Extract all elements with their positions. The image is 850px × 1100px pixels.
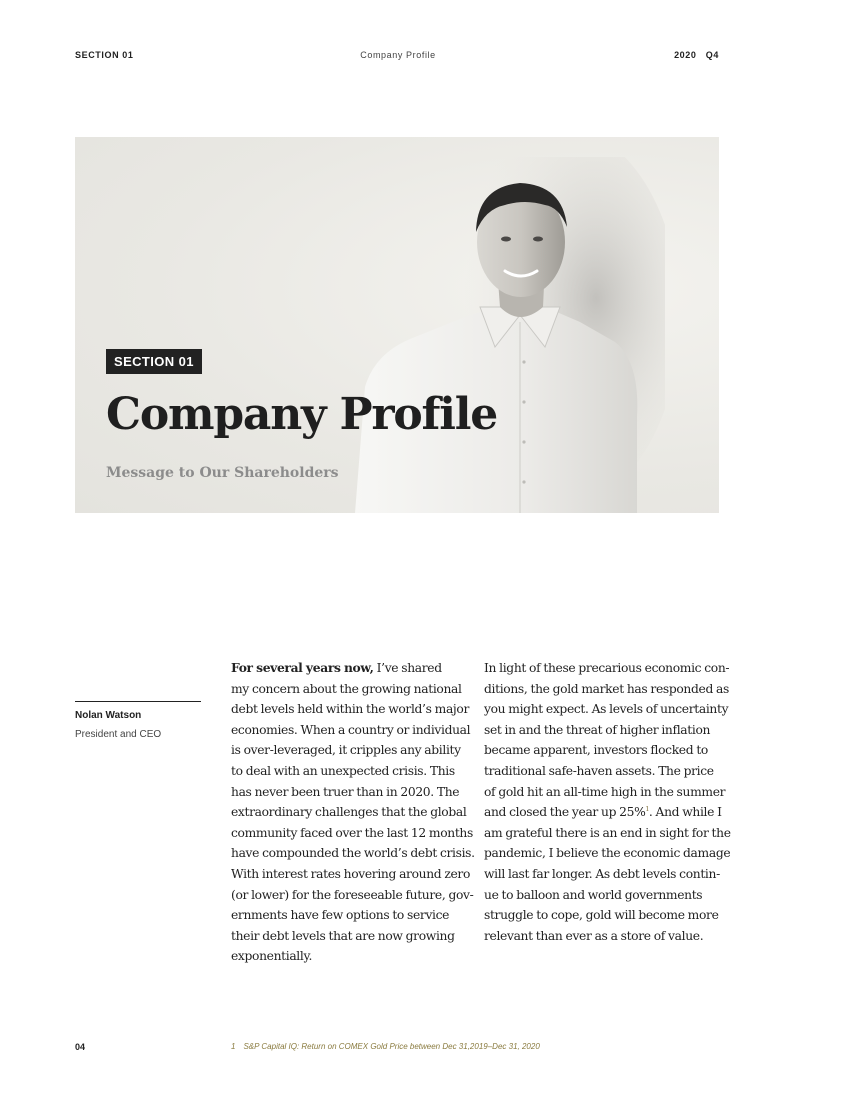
author-role: President and CEO — [75, 729, 162, 740]
text-line: ditions, the gold market has responded as — [484, 681, 729, 696]
text-line: relevant than ever as a store of value. — [484, 928, 704, 943]
text-line: struggle to cope, gold will become more — [484, 908, 719, 923]
text-line: my concern about the growing national — [231, 681, 462, 696]
hero-banner — [75, 137, 719, 513]
text-line: has never been truer than in 2020. The — [231, 784, 460, 799]
text-line: is over-leveraged, it cripples any ability — [231, 743, 461, 758]
text-line: became apparent, investors flocked to — [484, 743, 708, 758]
text-line: extraordinary challenges that the global — [231, 805, 467, 820]
body-column-1 — [231, 658, 475, 967]
text-line: of gold hit an all-time high in the summer — [484, 784, 726, 799]
header-title: Company Profile — [360, 50, 436, 60]
text-line: set in and the threat of higher inflation — [484, 722, 711, 737]
footnote-text: S&P Capital IQ: Return on COMEX Gold Price between Dec 31,2019–Dec 31, 2020 — [243, 1042, 540, 1051]
text-line: traditional safe-haven assets. The price — [484, 763, 714, 778]
header-period: 2020 Q4 — [674, 50, 719, 60]
text-line: to deal with an unexpected crisis. This — [231, 763, 455, 778]
text-line: will last far longer. As debt levels contin- — [484, 866, 720, 881]
text-line: ernments have few options to service — [231, 908, 450, 923]
header-section-label: SECTION 01 — [75, 50, 134, 60]
text-line: (or lower) for the foreseeable future, gov- — [231, 887, 474, 902]
text-line — [484, 802, 720, 823]
body-column-2 — [484, 658, 731, 946]
text-line: community faced over the last 12 months — [231, 825, 473, 840]
text-line: pandemic, I believe the economic damage — [484, 846, 731, 861]
ceo-portrait — [345, 157, 665, 513]
lead-in: For several years now, — [231, 660, 374, 675]
author-divider — [75, 701, 201, 702]
hero-title: Company Profile — [106, 389, 498, 440]
section-badge: SECTION 01 — [106, 349, 202, 374]
text-line: In light of these precarious economic con- — [484, 661, 730, 675]
footnote — [231, 1042, 540, 1051]
footnote-reference: 1 — [645, 806, 649, 814]
footnote-number: 1 — [231, 1042, 236, 1051]
text-line: their debt levels that are now growing — [231, 928, 455, 943]
author-name: Nolan Watson — [75, 710, 142, 721]
text-line: am grateful there is an end in sight for the — [484, 825, 731, 840]
text-line-fragment: and closed the year up 25% — [484, 805, 646, 820]
text-line — [231, 658, 467, 679]
hero-subtitle: Message to Our Shareholders — [106, 465, 339, 481]
text-line: have compounded the world’s debt crisis. — [231, 846, 475, 861]
text-line: debt levels held within the world’s major — [231, 702, 469, 717]
text-line-fragment: I’ve shared — [373, 661, 442, 675]
text-line: ue to balloon and world governments — [484, 887, 703, 902]
page-number: 04 — [75, 1042, 86, 1052]
text-line: you might expect. As levels of uncertainty — [484, 702, 729, 717]
text-line: With interest rates hovering around zero — [231, 866, 470, 881]
text-line: exponentially. — [231, 949, 312, 964]
text-line: economies. When a country or individual — [231, 722, 471, 737]
text-line-fragment: . And while I — [648, 805, 722, 820]
